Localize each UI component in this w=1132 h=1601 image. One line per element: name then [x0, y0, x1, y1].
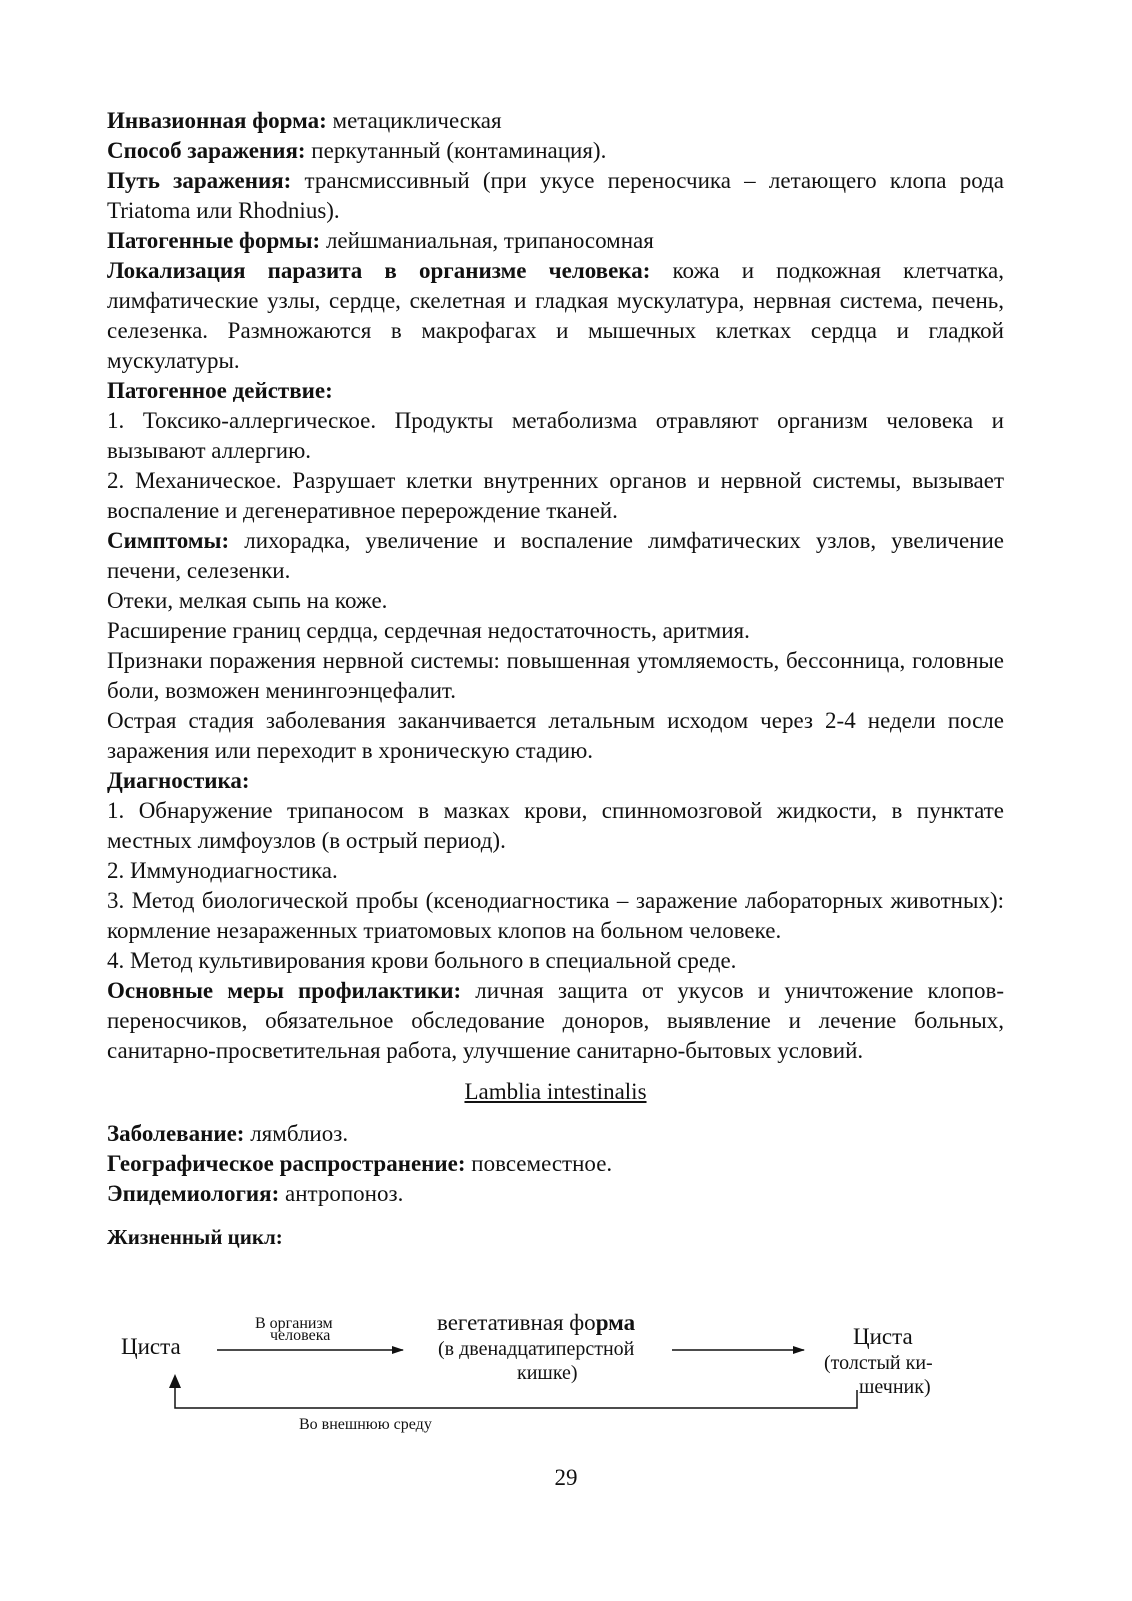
paragraph [107, 946, 1004, 976]
paragraph-text: 1. Токсико-аллергическое. Продукты метаболизма отравляют организм человека и вызывают аллергию. [107, 408, 1004, 463]
life-cycle-diagram [107, 1310, 1007, 1440]
return-arrowhead [169, 1374, 181, 1388]
paragraph-text: антропоноз. [279, 1181, 404, 1206]
paragraph-text: 1. Обнаружение трипаносом в мазках крови, спинномозговой жидкости, в пунктате местных лимфоузлов (в острый период). [107, 798, 1004, 853]
section-title: Lamblia intestinalis [464, 1079, 647, 1104]
paragraph [107, 1119, 1004, 1149]
paragraph-text: 2. Механическое. Разрушает клетки внутренних органов и нервной системы, вызывает воспаление и дегенеративное перерождение тканей. [107, 468, 1004, 523]
paragraph-label: Способ заражения: [107, 138, 306, 163]
text-blocks [107, 106, 1004, 1066]
paragraph [107, 766, 1004, 796]
paragraph-label: Путь заражения: [107, 168, 292, 193]
paragraph-text: перкутанный (контаминация). [305, 138, 607, 163]
paragraph-text: Отеки, мелкая сыпь на коже. [107, 588, 388, 613]
cyst-left-label: Циста [121, 1334, 181, 1359]
paragraph-label: Заболевание: [107, 1121, 245, 1146]
paragraph-text: лейшманиальная, трипаносомная [320, 228, 654, 253]
paragraph-text: лихорадка, увеличение и воспаление лимфатических узлов, увеличение печени, селезенки. [107, 528, 1004, 583]
vegetative-form-location-1: (в двенадцатиперстной [438, 1338, 635, 1360]
paragraph [107, 256, 1004, 376]
paragraph [107, 976, 1004, 1066]
paragraph-text: Острая стадия заболевания заканчивается летальным исходом через 2-4 недели после заражения или переходит в хроническую стадию. [107, 708, 1004, 763]
paragraph [107, 136, 1004, 166]
vegetative-form-location-2: кишке) [517, 1362, 578, 1384]
arrow-label-line2: человека [270, 1327, 331, 1344]
paragraph-text: 3. Метод биологической пробы (ксенодиагностика – заражение лабораторных животных): кормление незараженных триатомовых клопов на больном человеке. [107, 888, 1004, 943]
paragraph [107, 376, 1004, 406]
paragraph-label: Локализация паразита в организме человека: [107, 258, 651, 283]
section-text-blocks [107, 1119, 1004, 1209]
paragraph-label: Симптомы: [107, 528, 230, 553]
page-content [107, 106, 1004, 1252]
cyst-right-location-2: шечник) [859, 1376, 931, 1398]
paragraph [107, 526, 1004, 586]
paragraph [107, 1179, 1004, 1209]
paragraph-text: кожа и подкожная клетчатка, лимфатические узлы, сердце, скелетная и гладкая мускулатура, нервная система, печень, селезенка. Размножаются в макрофагах и мышечных клетках сердца и гладкой мускулатуры. [107, 258, 1004, 373]
arrow-label-line1: В организм [255, 1315, 333, 1332]
paragraph-label: Диагностика: [107, 768, 250, 793]
paragraph-label: Географическое распространение: [107, 1151, 466, 1176]
page-number: 29 [554, 1465, 578, 1490]
vegetative-form-title: вегетативная форма [437, 1310, 636, 1335]
paragraph [107, 886, 1004, 946]
paragraph-label: Инвазионная форма: [107, 108, 327, 133]
paragraph-text: трансмиссивный (при укусе переносчика – летающего клопа рода Triatoma или Rhodnius). [107, 168, 1004, 223]
paragraph [107, 226, 1004, 256]
paragraph-text: 2. Иммунодиагностика. [107, 858, 338, 883]
paragraph [107, 586, 1004, 616]
paragraph-text: метациклическая [326, 108, 502, 133]
paragraph-text: Признаки поражения нервной системы: повышенная утомляемость, бессонница, головные боли, возможен менингоэнцефалит. [107, 648, 1004, 703]
paragraph [107, 466, 1004, 526]
paragraph [107, 706, 1004, 766]
return-line [175, 1384, 857, 1408]
paragraph-label: Патогенные формы: [107, 228, 321, 253]
paragraph [107, 646, 1004, 706]
life-cycle-heading: Жизненный цикл: [107, 1225, 283, 1249]
paragraph-text: Расширение границ сердца, сердечная недостаточность, аритмия. [107, 618, 750, 643]
paragraph [107, 616, 1004, 646]
paragraph [107, 406, 1004, 466]
paragraph [107, 106, 1004, 136]
cyst-right-location-1: (толстый ки- [824, 1352, 933, 1374]
paragraph-text: личная защита от укусов и уничтожение клопов-переносчиков, обязательное обследование доноров, выявление и лечение больных, санитарно-просветительная работа, улучшение санитарно-бытовых условий. [107, 978, 1004, 1063]
return-label: Во внешнюю среду [299, 1416, 432, 1433]
paragraph-text: 4. Метод культивирования крови больного в специальной среде. [107, 948, 737, 973]
paragraph [107, 1149, 1004, 1179]
paragraph-text: повсеместное. [465, 1151, 613, 1176]
paragraph [107, 796, 1004, 856]
paragraph-label: Эпидемиология: [107, 1181, 280, 1206]
paragraph-text: лямблиоз. [244, 1121, 349, 1146]
paragraph-label: Патогенное действие: [107, 378, 333, 403]
paragraph [107, 166, 1004, 226]
paragraph [107, 856, 1004, 886]
paragraph-label: Основные меры профилактики: [107, 978, 462, 1003]
cyst-right-label: Циста [853, 1324, 913, 1349]
